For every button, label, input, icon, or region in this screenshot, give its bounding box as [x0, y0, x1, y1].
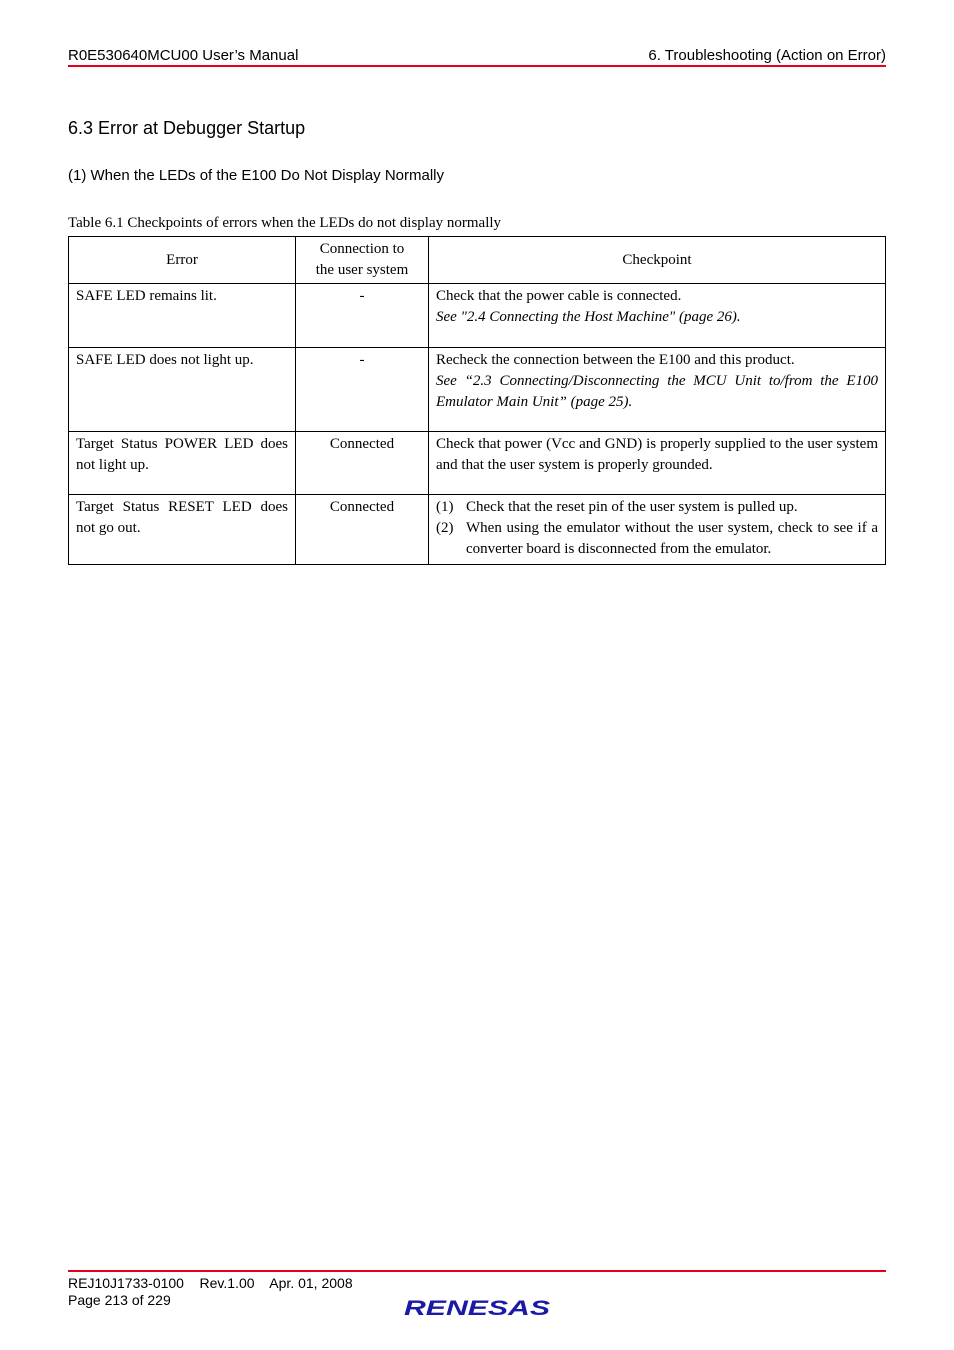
- checkpoint-text: Recheck the connection between the E100 and this product.: [436, 352, 795, 368]
- section-title: 6.3 Error at Debugger Startup: [68, 118, 306, 138]
- row-connection: -: [296, 348, 429, 432]
- header-connection-line2: the user system: [315, 262, 409, 278]
- header-rule: [68, 65, 886, 67]
- row-checkpoint: [429, 348, 886, 432]
- list-item-number: (1): [436, 499, 454, 515]
- table-row: [69, 284, 886, 348]
- list-item-number: (2): [436, 520, 454, 536]
- table-header-row: [69, 237, 886, 284]
- row-checkpoint: [429, 284, 886, 348]
- header-chapter-title: 6. Troubleshooting (Action on Error): [648, 47, 886, 64]
- footer-page-number: Page 213 of 229: [68, 1292, 171, 1308]
- row-connection: Connected: [296, 495, 429, 565]
- row-error: SAFE LED does not light up.: [69, 348, 296, 432]
- table-row: [69, 348, 886, 432]
- header-error: Error: [69, 237, 296, 284]
- row-checkpoint: Check that power (Vcc and GND) is properly supplied to the user system and that the user system is properly grounded.: [429, 432, 886, 495]
- footer-rule: [68, 1270, 886, 1272]
- header-connection: [296, 237, 429, 284]
- renesas-logo: [402, 1294, 552, 1320]
- list-item-text: Check that the reset pin of the user system is pulled up.: [466, 499, 798, 515]
- row-checkpoint: [429, 495, 886, 565]
- header-connection-line1: Connection to: [319, 241, 405, 257]
- list-item-text: When using the emulator without the user system, check to see if a converter board is disconnected from the emulator.: [466, 520, 878, 557]
- row-error: Target Status POWER LED does not light up.: [69, 432, 296, 495]
- table-row: [69, 432, 886, 495]
- row-error: SAFE LED remains lit.: [69, 284, 296, 348]
- checkpoint-text: Check that the power cable is connected.: [436, 288, 682, 304]
- checkpoint-list-item: [436, 497, 878, 518]
- checkpoint-table: [68, 236, 886, 565]
- row-connection: Connected: [296, 432, 429, 495]
- subsection-title: (1) When the LEDs of the E100 Do Not Display Normally: [68, 167, 444, 184]
- table-row: [69, 495, 886, 565]
- checkpoint-reference: See “2.3 Connecting/Disconnecting the MCU Unit to/from the E100 Emulator Main Unit” (page 25).: [436, 373, 878, 410]
- table-caption: Table 6.1 Checkpoints of errors when the LEDs do not display normally: [68, 215, 502, 231]
- header-checkpoint: Checkpoint: [429, 237, 886, 284]
- footer-doc-number: REJ10J1733-0100 Rev.1.00 Apr. 01, 2008: [68, 1275, 353, 1291]
- header-manual-title: R0E530640MCU00 User’s Manual: [68, 47, 299, 64]
- renesas-logo-text: RENESAS: [404, 1297, 550, 1320]
- row-connection: -: [296, 284, 429, 348]
- checkpoint-reference: See "2.4 Connecting the Host Machine" (page 26).: [436, 309, 741, 325]
- row-error: Target Status RESET LED does not go out.: [69, 495, 296, 565]
- checkpoint-list-item: [436, 518, 878, 560]
